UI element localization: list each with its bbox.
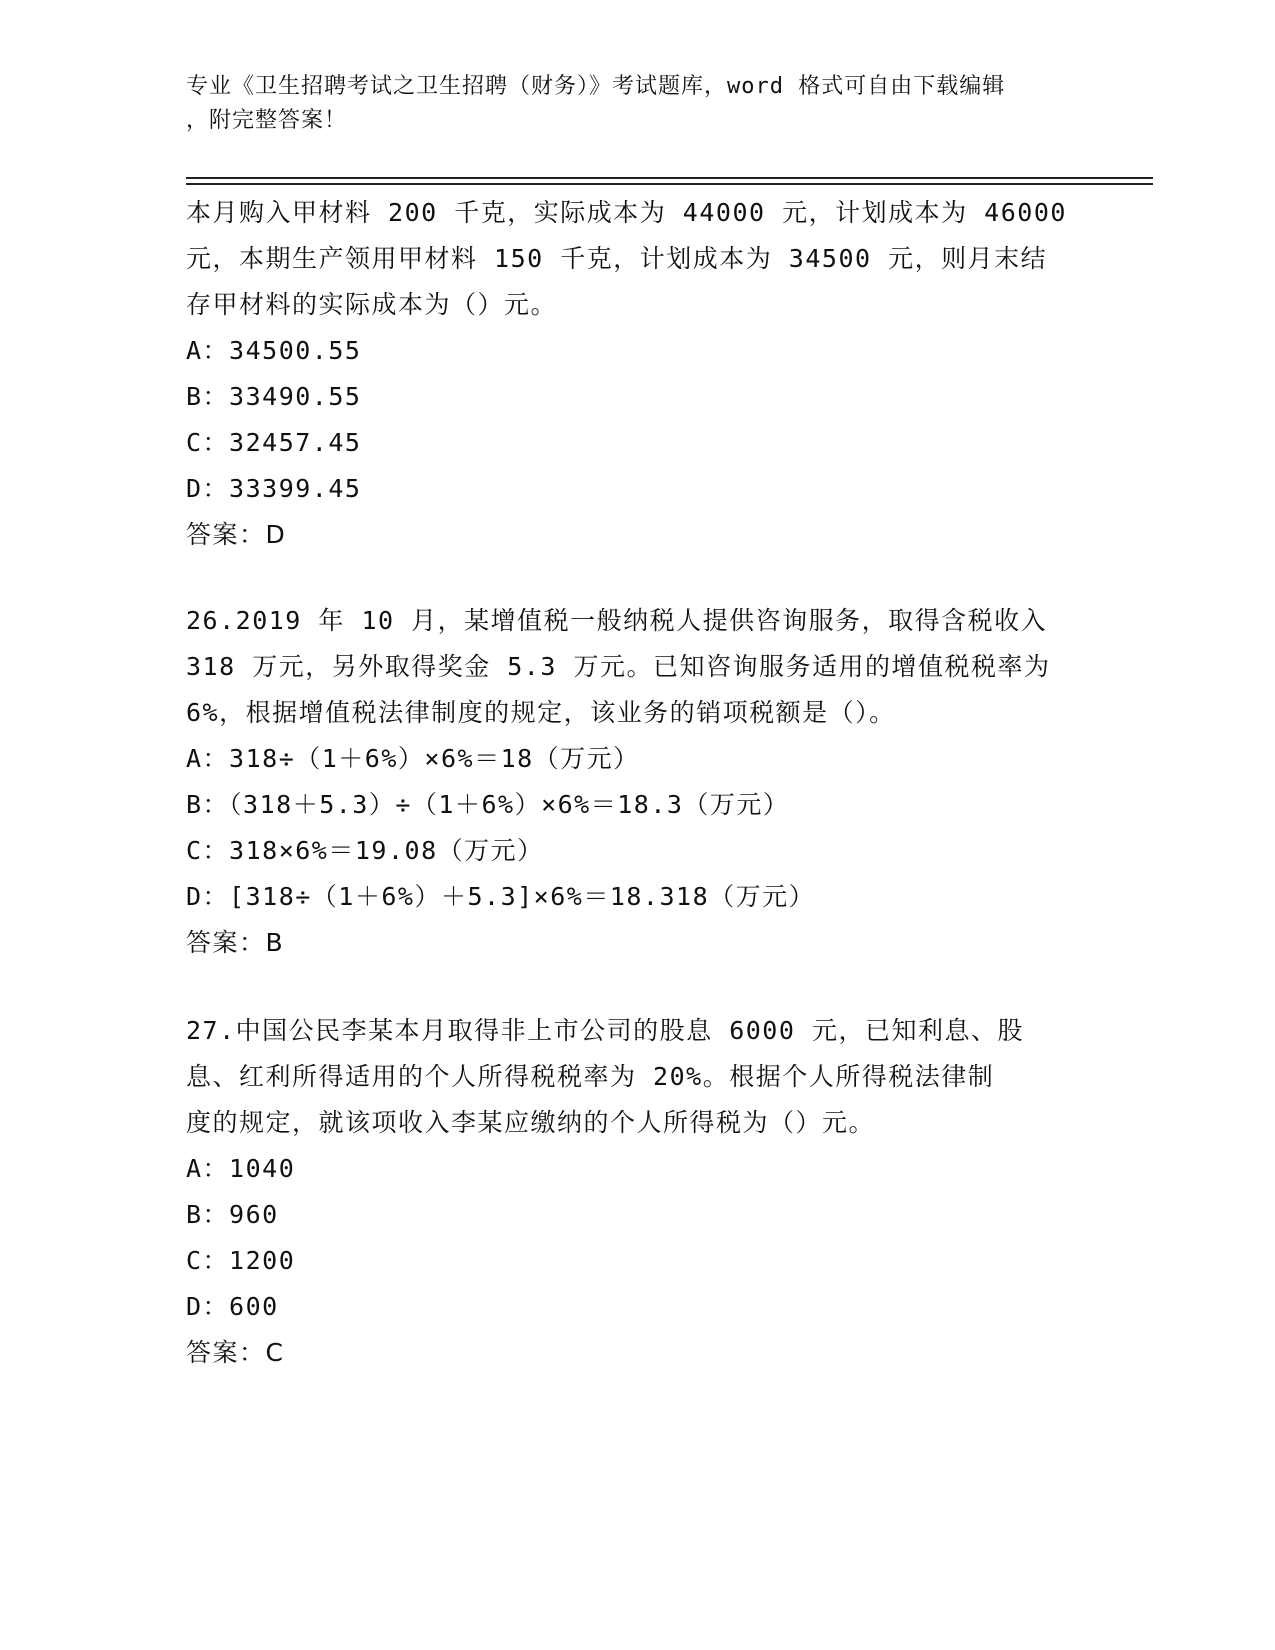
option-c: C：318×6%＝19.08（万元）: [186, 836, 544, 865]
header-divider-top: [186, 177, 1153, 179]
option-c: C：32457.45: [186, 428, 362, 457]
question-stem-line: 存甲材料的实际成本为（）元。: [186, 290, 558, 319]
option-b: B：33490.55: [186, 382, 362, 411]
option-a: A：34500.55: [186, 336, 362, 365]
option-c: C：1200: [186, 1246, 296, 1275]
option-b: B：（318＋5.3）÷（1＋6%）×6%＝18.3（万元）: [186, 790, 790, 819]
option-d: D：33399.45: [186, 474, 362, 503]
option-a: A：1040: [186, 1154, 296, 1183]
header-line-2: ，附完整答案！: [186, 108, 348, 133]
option-a: A：318÷（1＋6%）×6%＝18（万元）: [186, 744, 640, 773]
question-stem-line: 本月购入甲材料 200 千克，实际成本为 44000 元，计划成本为 46000: [186, 198, 1067, 227]
header-divider-bottom: [186, 183, 1153, 185]
answer-line: 答案：D: [186, 520, 287, 549]
option-b: B：960: [186, 1200, 279, 1229]
option-d: D：600: [186, 1292, 279, 1321]
question-stem-line: 27.中国公民李某本月取得非上市公司的股息 6000 元，已知利息、股: [186, 1016, 1024, 1045]
question-stem-line: 度的规定，就该项收入李某应缴纳的个人所得税为（）元。: [186, 1108, 876, 1137]
question-stem-line: 318 万元，另外取得奖金 5.3 万元。已知咨询服务适用的增值税税率为: [186, 652, 1051, 681]
document-header: [186, 70, 1066, 138]
question-block: [186, 1008, 1086, 1376]
question-stem-line: 息、红利所得适用的个人所得税税率为 20%。根据个人所得税法律制: [186, 1062, 995, 1091]
question-stem-line: 6%，根据增值税法律制度的规定，该业务的销项税额是（）。: [186, 698, 896, 727]
question-block: [186, 190, 1086, 558]
answer-line: 答案：C: [186, 1338, 285, 1367]
question-stem-line: 26.2019 年 10 月，某增值税一般纳税人提供咨询服务，取得含税收入: [186, 606, 1048, 635]
question-block: [186, 598, 1086, 966]
question-stem-line: 元，本期生产领用甲材料 150 千克，计划成本为 34500 元，则月末结: [186, 244, 1048, 273]
header-line-1: 专业《卫生招聘考试之卫生招聘（财务）》考试题库，word 格式可自由下载编辑: [186, 74, 1006, 99]
option-d: D：[318÷（1＋6%）＋5.3]×6%＝18.318（万元）: [186, 882, 816, 911]
answer-line: 答案：B: [186, 928, 285, 957]
